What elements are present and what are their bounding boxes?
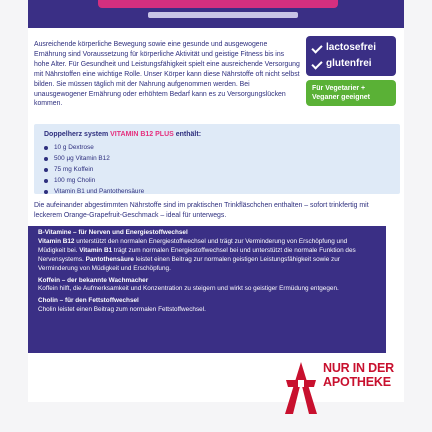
list-item: Vitamin B1 und Pantothensäure bbox=[44, 186, 390, 197]
section-text-b-vitamins: Vitamin B12 unterstützt den normalen Energiestoffwechsel und trägt zur Verminderung von Erschöpfung und Müdigkeit bei. Vitamin B1 trägt zum normalen Energiestoffwechsel bei und unterstützt die normale Funktion des Nervensystems. Pantothensäure leistet einen Beitrag zur normalen geistigen Leistungsfähigkeit sowie zur Verminderung von Müdigkeit und Erschöpfung. bbox=[38, 237, 356, 272]
apotheke-logo bbox=[283, 360, 403, 416]
bullet-icon bbox=[44, 190, 48, 194]
list-item: 500 µg Vitamin B12 bbox=[44, 153, 390, 164]
check-icon bbox=[312, 43, 322, 53]
apotheke-label: NUR IN DER APOTHEKE bbox=[323, 361, 394, 389]
lactose-free-label: lactosefrei bbox=[326, 42, 377, 53]
check-icon bbox=[312, 59, 322, 69]
section-text-choline: Cholin leistet einen Beitrag zum normalen Fettstoffwechsel. bbox=[38, 306, 206, 314]
benefits-box bbox=[28, 226, 386, 353]
free-from-badge bbox=[306, 36, 396, 76]
bullet-icon bbox=[44, 168, 48, 172]
intro-paragraph: Ausreichende körperliche Bewegung sowie eine gesunde und ausgewogene Ernährung sind Voraussetzung für körperliche Aktivität und geistige Fitness bis ins hohe Alter. Für Gesundheit und Leistungsfähigkeit spielt eine ausreichende Versorgung mit Nährstoffen eine wichtige Rolle. Unser Körper kann diese Nährstoffe oft nicht selbst bilden. Sie müssen täglich mit der Nahrung aufgenommen werden. Bei unausgewogener Ernährung oder erhöhtem Bedarf kann es zu Versorgungslücken kommen. bbox=[34, 41, 300, 108]
ingredients-list bbox=[44, 142, 390, 197]
ingredients-heading: Doppelherz system VITAMIN B12 PLUS enthält: bbox=[44, 131, 202, 138]
diet-badges bbox=[306, 36, 396, 106]
drinking-vial-paragraph: Die aufeinander abgestimmten Nährstoffe sind im praktischen Trinkfläschchen enthalten – sofort trinkfertig mit leckerem Orange-Grapefruit-Geschmack – ideal für unterwegs. bbox=[34, 202, 369, 219]
ingredients-box bbox=[34, 124, 400, 194]
list-item: 75 mg Koffein bbox=[44, 164, 390, 175]
apotheke-a-icon bbox=[283, 360, 319, 416]
vegan-badge: Für Vegetarier + Veganer geeignet bbox=[306, 80, 396, 106]
bullet-icon bbox=[44, 157, 48, 161]
section-title-b-vitamins: B-Vitamine – für Nerven und Energiestoffwechsel bbox=[38, 229, 188, 236]
package-top-band bbox=[28, 0, 404, 30]
section-title-choline: Cholin – für den Fettstoffwechsel bbox=[38, 297, 139, 305]
brand-stripe-light bbox=[148, 12, 298, 18]
bullet-icon bbox=[44, 179, 48, 183]
list-item: 100 mg Cholin bbox=[44, 175, 390, 186]
gluten-free-label: glutenfrei bbox=[326, 58, 372, 69]
section-title-caffeine: Koffein – der bekannte Wachmacher bbox=[38, 276, 149, 284]
bullet-icon bbox=[44, 146, 48, 150]
list-item: 10 g Dextrose bbox=[44, 142, 390, 153]
brand-stripe-pink bbox=[98, 0, 338, 8]
section-text-caffeine: Koffein hilft, die Aufmerksamkeit und Konzentration zu steigern und wirkt so geistiger Ermüdung entgegen. bbox=[38, 285, 339, 293]
product-name: VITAMIN B12 PLUS bbox=[110, 131, 174, 138]
